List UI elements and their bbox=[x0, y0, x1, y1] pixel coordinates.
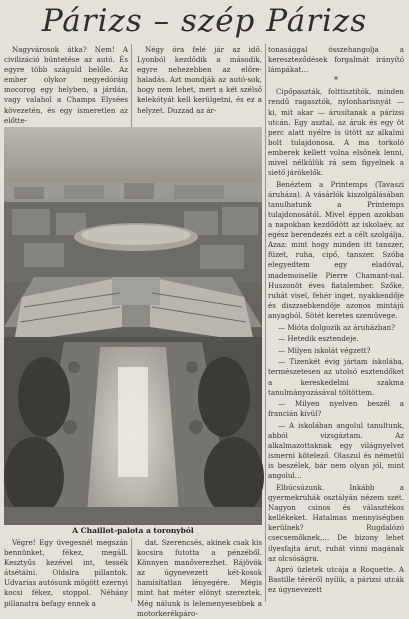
dialogue-line: — Mióta dolgozik az áruházban? bbox=[278, 322, 396, 332]
paragraph: Elbúcsúzunk. Inkább a gyermekruhák osztályán nézem szét. Nagyon csinos és választékos kellékeket. Hatalmas mennyiségben kerülnek? Rugdalózó csecsemőknek,… De bizony lehet ilyesfajta árut, ruhát vinni magának az olcsóságra. bbox=[268, 482, 404, 563]
column-divider-bottom bbox=[131, 538, 132, 602]
column-2-bottom bbox=[137, 538, 262, 618]
column-1-top bbox=[4, 45, 128, 135]
paragraph: Apró üzletek utcája a Roquette. A Bastille téréről nyílik, a párizsi utcák ez úgynevezett bbox=[268, 565, 404, 595]
dialogue-line: — Milyen iskolát végzett? bbox=[278, 345, 371, 355]
dialogue-line: — Tizenkét évig jártam iskolába, természetesen az utolsó esztendőket a kereskedelmi szakma tanulmányozásával töltöttem. bbox=[268, 357, 404, 397]
column-2-top bbox=[137, 45, 262, 135]
headline: Párizs – szép Párizs bbox=[41, 3, 368, 39]
paragraph: tonasággal összehangolja a kereszteződések forgalmát irányító lámpákat… bbox=[268, 45, 404, 75]
section-separator: * bbox=[333, 76, 339, 87]
column-divider-left bbox=[131, 44, 132, 128]
paragraph: Cipőpaszták, folttisztítók, minden rendű ragasztók, nylonharisnyát — ki, mit akar — árusítanak a párizsi utcán. Egy asztal, az áruk és egy öt perc alatt nyélre is ütött az alkalmi bolt tulajdonosa. A ma torkoló emberek kellett volna elsőnek lenni, mivel nélkülük rá sem figyelnek a siető járókelők. bbox=[268, 87, 404, 178]
paragraph: Nagyvárosok átka? Nem! A civilizáció büntetése az autó. És egyre több száguld belőle. Az ember olykor negyedóráig mocorog egy helyben, a járdán, vagy valahol a Champs Elysées kövezetén, és egy ismeretlen az előtte- bbox=[4, 45, 128, 125]
column-divider-right bbox=[265, 44, 266, 602]
column-1-bottom bbox=[4, 538, 128, 608]
dialogue-line: — A iskolában angolul tanultunk, abból vizsgáztam. Az alkalmazottaknak egy világnyelvet ismerni kötelező. Olaszul és németül is beszélek, bár nem olyan jól, mint angolul… bbox=[268, 420, 404, 481]
aerial-photo-illustration bbox=[4, 127, 262, 525]
dialogue-line: — Hetedik esztendeje. bbox=[278, 334, 359, 344]
dialogue-line: — Milyen nyelven beszél a francián kívül? bbox=[268, 399, 404, 419]
photo-chaillot-palace bbox=[4, 127, 262, 525]
paragraph: Négy óra felé jár az idő. Lyonból kezdődik a második, egyre nehezebben az előre-haladás. Azt mondják az autó-sok, hogy nem lehet, mert a két szélső kelekótyát kell kerülgetni, és ez a helyzet. Duzzad az ár- bbox=[137, 45, 262, 115]
photo-caption: A Chaillot-palota a toronyból bbox=[72, 526, 194, 535]
paragraph: Végre! Egy üvegesnél megszán bennünket, fékez, megáll. Kesztyűs kezével int, tessék átsétálni. Oldalra pillantok. Udvarias autósunk mögött ezernyi kocsi fékez, stoppol. Néhány pillanatra befagy ennek a bbox=[4, 538, 128, 608]
paragraph: dat. Szerencsés, akinek csak kis kocsira futotta a pénzéből. Könnyen manőverezhet. Rájövök az úgynevezett két-kosok hamisítatlan lényegére. Mégis mint hat méter elönyt szereztek. Még nálunk is lelemenyesebbek a motorkerékpáro- bbox=[137, 538, 262, 618]
paragraph: Benéztem a Printemps (Tavaszi áruháza). A vásárlók kiszolgálásában tanulhatunk a Printemps tulajdonosától. Mivel éppen azokban a napokban kezdődött az iskolaév, az egész berendezés ezt a célt szolgálja. Azaz: mint hogy minden itt tanszer, füzet, ruha, cipő, tanszer. Szóba elegyedtem egy eladóval, mademoiselle Pierre Chamant-nal. Huszonöt éves fiatalember. Szőke, ruhát visel, fehér inget, nyakkendője és diszzsebkendője azonos mintájú anyagból. Sötét keretes szeművege. bbox=[268, 179, 404, 320]
column-3 bbox=[268, 45, 404, 602]
